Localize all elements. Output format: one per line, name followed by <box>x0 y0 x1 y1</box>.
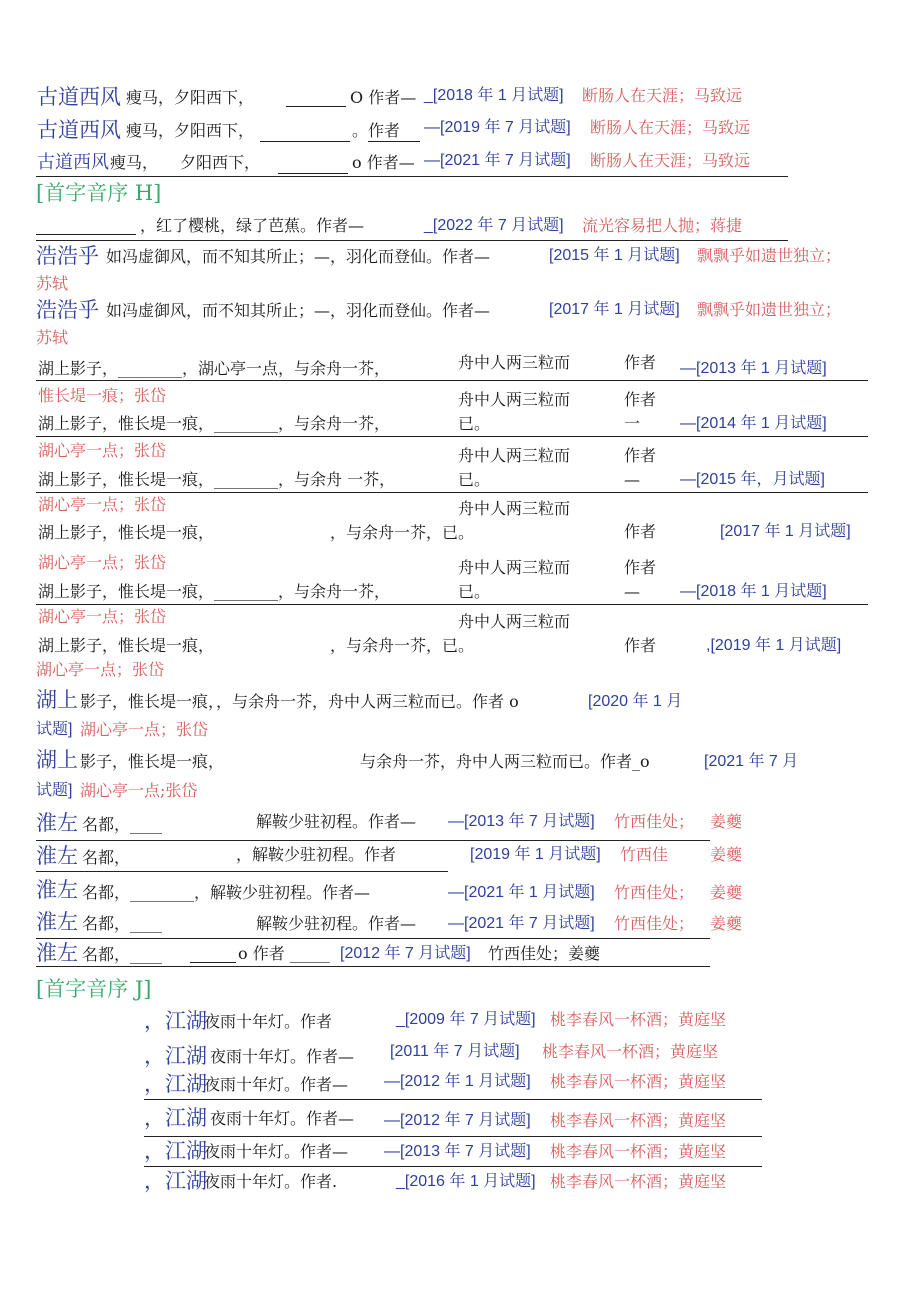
blank-underline <box>278 173 348 174</box>
answer: 苏轼 <box>36 274 69 293</box>
entry-author-dash: 一 <box>624 414 641 433</box>
answer: 流光容易把人抛；蒋捷 <box>582 216 743 235</box>
entry-author-blank: o 作者— <box>352 153 415 172</box>
exam-ref: —[2013 年 7 月试题] <box>448 813 595 830</box>
answer: 湖心亭一点；张岱 <box>80 720 209 739</box>
exam-ref: [2017 年 1 月试题] <box>720 523 851 540</box>
entry-author: 作者 <box>624 390 657 409</box>
exam-ref: [2019 年 1 月试题] <box>470 846 601 863</box>
entry-text: ，红了樱桃，绿了芭蕉。作者— <box>140 216 365 235</box>
entry-author: 作者 <box>624 446 657 465</box>
exam-ref: [2012 年 7 月试题] <box>340 945 471 962</box>
exam-ref: ,[2019 年 1 月试题] <box>706 637 842 654</box>
exam-ref: —[2013 年 1 月试题] <box>680 360 827 377</box>
entry-text: o 作者 _____ <box>238 944 330 963</box>
answer: 飘飘乎如遗世独立； <box>697 246 842 265</box>
answer: 湖心亭一点；张岱 <box>36 660 165 679</box>
entry-keyword: 浩浩乎 <box>36 298 99 322</box>
entry-keyword: 古道西风 <box>37 152 109 173</box>
entry-text: 如冯虚御风，而不知其所止；—，羽化而登仙。作者— <box>106 301 491 320</box>
exam-ref: [2015 年 1 月试题] <box>549 247 680 264</box>
entry-keyword: ，江湖 <box>144 1169 207 1193</box>
entry-keyword: ，江湖 <box>144 1106 207 1130</box>
exam-ref: [2017 年 1 月试题] <box>549 301 680 318</box>
entry-keyword: 湖上 <box>36 748 78 772</box>
entry-text: 湖上影子，惟长堤一痕，________，与余舟 一芥， <box>38 470 396 489</box>
exam-ref: —[2018 年 1 月试题] <box>680 583 827 600</box>
entry-keyword: 湖上 <box>36 688 78 712</box>
answer: 桃李春风一杯酒；黄庭坚 <box>550 1010 727 1029</box>
entry-text: ，解鞍少驻初程。作者 <box>236 845 397 864</box>
entry-keyword: 古道西风 <box>37 85 121 109</box>
answer: 竹西佳处；姜夔 <box>488 944 601 963</box>
answer: 姜夔 <box>710 883 743 902</box>
answer: 湖心亭一点；张岱 <box>38 441 167 460</box>
entry-text: 夜雨十年灯。作者— <box>204 1142 349 1161</box>
blank-underline <box>260 141 350 142</box>
answer: 姜夔 <box>710 812 743 831</box>
entry-author: 作者 <box>624 636 657 655</box>
exam-ref: —[2015 年，月试题] <box>680 471 825 488</box>
entry-text-mid: 舟中人两三粒而 <box>458 390 571 409</box>
section-header-j: [首字音序 J] <box>36 977 152 1001</box>
entry-keyword: ，江湖 <box>144 1072 207 1096</box>
exam-ref: _[2022 年 7 月试题] <box>424 217 564 234</box>
exam-ref-cont: 试题] <box>36 721 73 738</box>
entry-text: 夜雨十年灯。作者 <box>204 1012 333 1031</box>
entry-author: 作者 <box>624 353 657 372</box>
entry-author: 作者 <box>624 558 657 577</box>
entry-text: 夜雨十年灯。作者— <box>210 1109 355 1128</box>
entry-text-end: 已。 <box>458 582 491 601</box>
entry-keyword: 古道西风 <box>37 118 121 142</box>
blank-underline <box>190 962 236 963</box>
entry-text: 解鞍少驻初程。作者— <box>256 914 417 933</box>
entry-text: 夕阳西下， <box>180 153 261 172</box>
answer: 姜夔 <box>710 845 743 864</box>
exam-ref: —[2021 年 7 月试题] <box>424 152 571 169</box>
entry-author-blank: 。作者 <box>352 121 401 140</box>
divider <box>36 871 448 872</box>
divider <box>36 938 710 939</box>
exam-ref: —[2014 年 1 月试题] <box>680 415 827 432</box>
entry-author-dash: — <box>624 582 640 601</box>
blank-underline <box>36 234 136 235</box>
answer: 桃李春风一杯酒；黄庭坚 <box>550 1172 727 1191</box>
answer: 竹西佳处； <box>614 914 695 933</box>
exam-ref: —[2019 年 7 月试题] <box>424 119 571 136</box>
answer: 湖心亭一点；张岱 <box>38 607 167 626</box>
entry-keyword: 淮左 <box>36 910 78 934</box>
entry-text: 湖上影子，惟长堤一痕，________，与余舟一芥， <box>38 414 391 433</box>
entry-text: 名都，____ <box>82 815 163 834</box>
answer: 桃李春风一杯酒；黄庭坚 <box>550 1142 727 1161</box>
divider <box>36 840 710 841</box>
entry-keyword: ，江湖 <box>144 1009 207 1033</box>
entry-keyword: ，江湖 <box>144 1139 207 1163</box>
entry-text: 瘦马， <box>110 153 159 172</box>
entry-text: 湖上影子，惟长堤一痕， <box>38 636 215 655</box>
entry-text: 夜雨十年灯。作者. <box>204 1172 338 1191</box>
section-header-h: [首字音序 H] <box>36 181 162 205</box>
entry-text: 名都， <box>82 848 131 867</box>
answer: 竹西佳 <box>620 845 669 864</box>
answer: 湖心亭一点;张岱 <box>80 781 198 800</box>
entry-text: 名都，____ <box>82 945 163 964</box>
exam-ref: [2011 年 7 月试题] <box>390 1043 520 1060</box>
divider <box>36 966 710 967</box>
entry-text: 湖上影子，惟长堤一痕， <box>38 523 215 542</box>
exam-ref: [2020 年 1 月 <box>588 693 683 710</box>
entry-keyword: ，江湖 <box>144 1044 207 1068</box>
entry-keyword: 淮左 <box>36 844 78 868</box>
exam-ref: _[2009 年 7 月试题] <box>396 1011 536 1028</box>
exam-ref: —[2012 年 1 月试题] <box>384 1073 531 1090</box>
entry-text-mid: 舟中人两三粒而 <box>458 446 571 465</box>
entry-text: 夜雨十年灯。作者— <box>204 1075 349 1094</box>
entry-text-mid: 舟中人两三粒而 <box>458 353 571 372</box>
entry-text-mid: 舟中人两三粒而 <box>458 612 571 631</box>
exam-ref: _[2016 年 1 月试题] <box>396 1173 536 1190</box>
answer: 桃李春风一杯酒；黄庭坚 <box>550 1072 727 1091</box>
exam-ref: —[2012 年 7 月试题] <box>384 1112 531 1129</box>
entry-text: 名都，________，解鞍少驻初程。作者— <box>82 883 371 902</box>
divider <box>144 1099 762 1100</box>
entry-text: 夜雨十年灯。作者— <box>210 1047 355 1066</box>
exam-ref-cont: 试题] <box>36 782 73 799</box>
divider <box>144 1136 762 1137</box>
entry-author: 作者 <box>624 522 657 541</box>
entry-text: 影子，惟长堤一痕， <box>80 752 225 771</box>
entry-text: ，与余舟一芥，已。 <box>330 636 475 655</box>
entry-author-dash: — <box>624 470 640 489</box>
divider <box>144 1166 762 1167</box>
entry-text-mid: 舟中人两三粒而 <box>458 499 571 518</box>
answer: 苏轼 <box>36 328 69 347</box>
answer: 飘飘乎如遗世独立； <box>697 300 842 319</box>
answer: 竹西佳处； <box>614 883 695 902</box>
entry-text: 与余舟一芥，舟中人两三粒而已。作者_o <box>360 752 650 771</box>
divider <box>36 604 868 605</box>
answer: 惟长堤一痕；张岱 <box>38 386 167 405</box>
answer: 断肠人在天涯；马致远 <box>590 151 751 170</box>
divider <box>36 240 788 241</box>
entry-keyword: 淮左 <box>36 941 78 965</box>
answer: 湖心亭一点；张岱 <box>38 495 167 514</box>
divider <box>36 176 788 177</box>
entry-text-end: 已。 <box>458 470 491 489</box>
exam-ref: —[2021 年 7 月试题] <box>448 915 595 932</box>
entry-text: 解鞍少驻初程。作者— <box>256 812 417 831</box>
exam-ref: _[2018 年 1 月试题] <box>424 87 564 104</box>
entry-text-end: 已。 <box>458 414 491 433</box>
entry-keyword: 浩浩乎 <box>36 244 99 268</box>
entry-keyword: 淮左 <box>36 878 78 902</box>
entry-author-blank: O 作者— <box>350 88 417 107</box>
entry-text: 瘦马，夕阳西下， <box>126 88 255 107</box>
entry-text: ，与余舟一芥，已。 <box>330 523 475 542</box>
exam-ref: —[2021 年 1 月试题] <box>448 884 595 901</box>
answer: 竹西佳处； <box>614 812 695 831</box>
answer: 断肠人在天涯；马致远 <box>582 86 743 105</box>
answer: 桃李春风一杯酒；黄庭坚 <box>542 1042 719 1061</box>
blank-underline <box>286 106 346 107</box>
blank-underline <box>368 141 420 142</box>
entry-keyword: 淮左 <box>36 811 78 835</box>
answer: 湖心亭一点；张岱 <box>38 553 167 572</box>
entry-text: 影子，惟长堤一痕，，与余舟一芥，舟中人两三粒而已。作者 o <box>80 692 519 711</box>
entry-text-mid: 舟中人两三粒而 <box>458 558 571 577</box>
answer: 断肠人在天涯；马致远 <box>590 118 751 137</box>
divider <box>36 492 868 493</box>
entry-text: 湖上影子，________，湖心亭一点，与余舟一芥， <box>38 359 391 378</box>
divider <box>36 380 868 381</box>
answer: 姜夔 <box>710 914 743 933</box>
divider <box>36 436 868 437</box>
exam-ref: [2021 年 7 月 <box>704 753 799 770</box>
entry-text: 瘦马，夕阳西下， <box>126 121 255 140</box>
exam-ref: —[2013 年 7 月试题] <box>384 1143 531 1160</box>
answer: 桃李春风一杯酒；黄庭坚 <box>550 1111 727 1130</box>
entry-text: 名都，____ <box>82 914 163 933</box>
entry-text: 如冯虚御风，而不知其所止；—，羽化而登仙。作者— <box>106 247 491 266</box>
entry-text: 湖上影子，惟长堤一痕，________，与余舟一芥， <box>38 582 391 601</box>
